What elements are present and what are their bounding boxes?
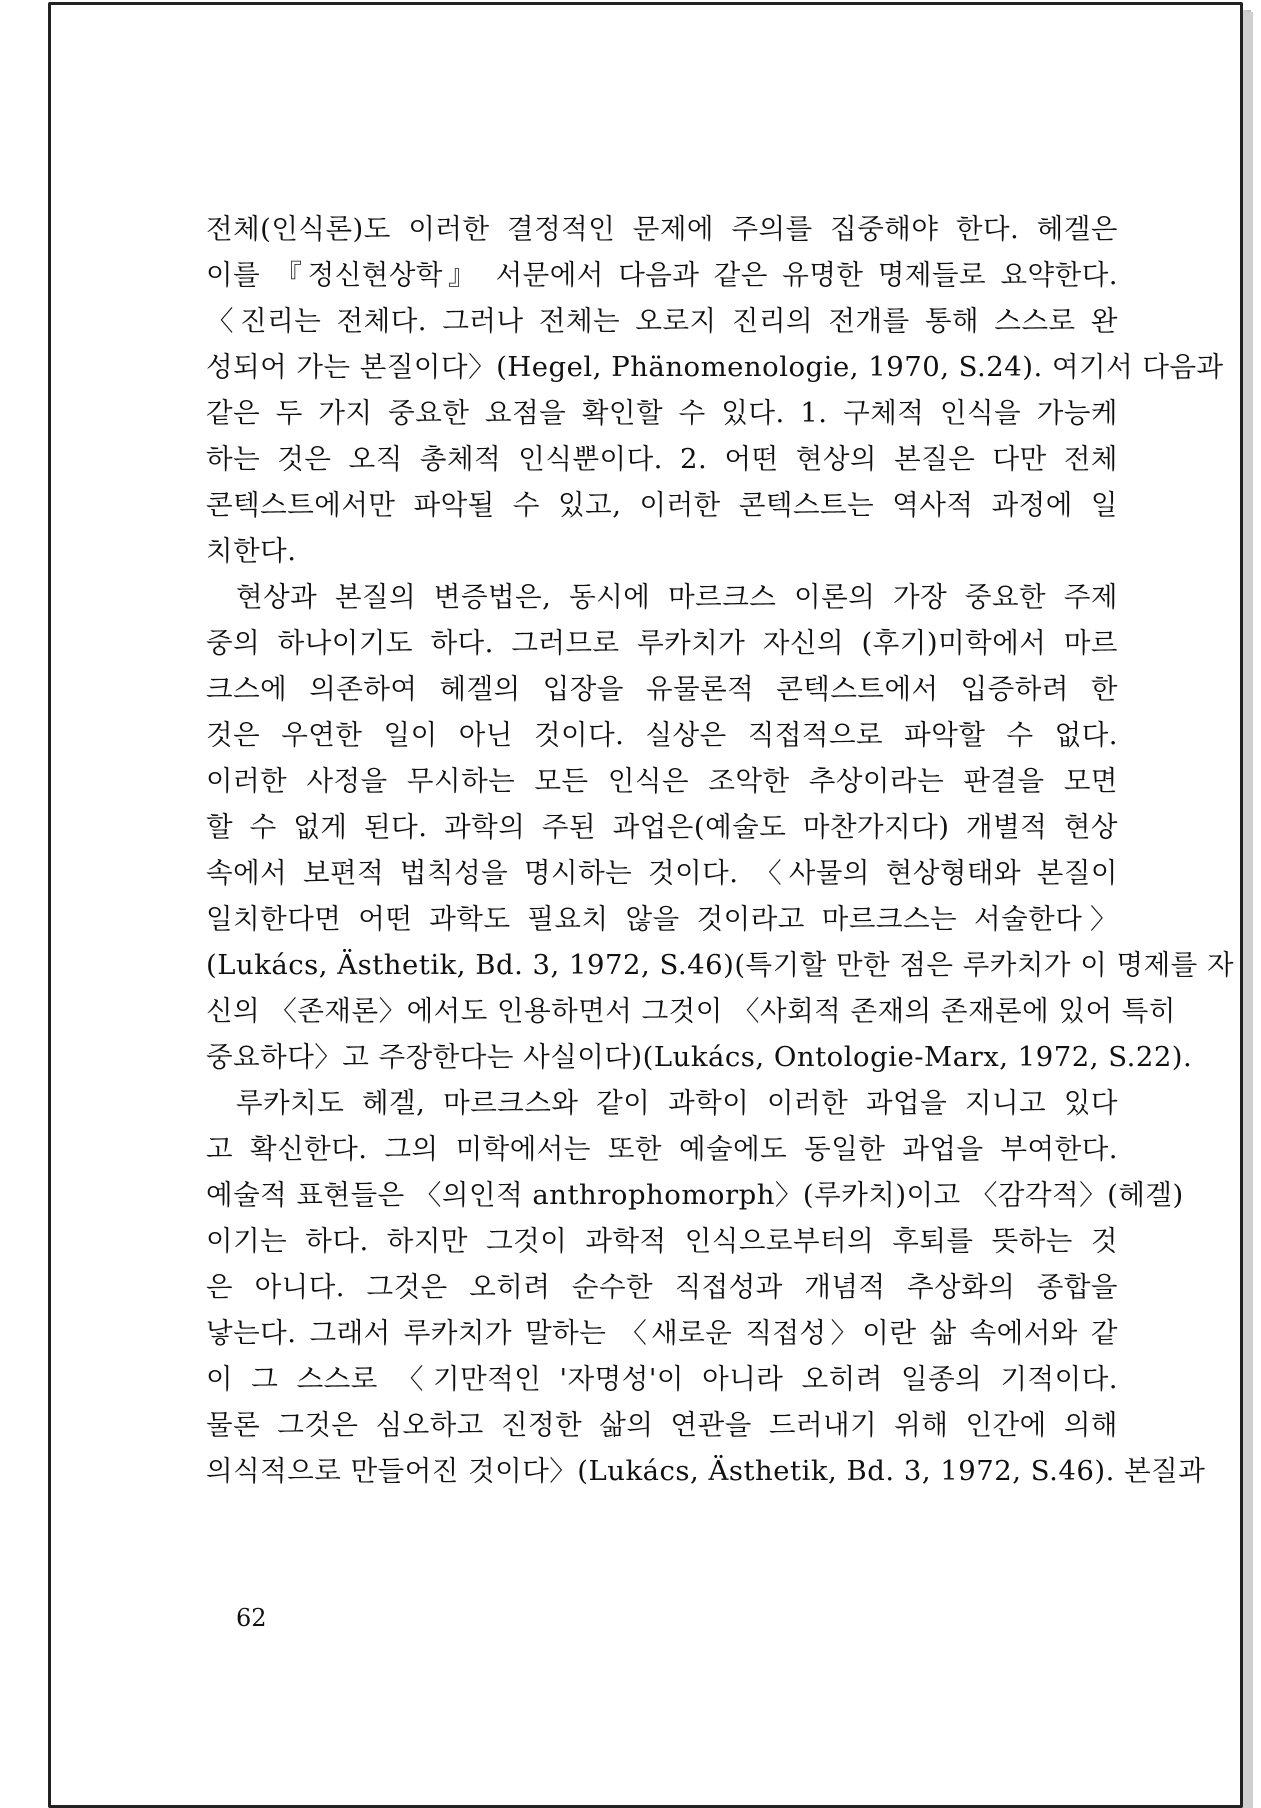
- text-line: 성되어 가는 본질이다〉(Hegel, Phänomenologie, 1970, S.24). 여기서 다음과: [206, 351, 1224, 383]
- page-number: 62: [236, 1604, 267, 1632]
- text-line: 콘텍스트에서만 파악될 수 있고, 이러한 콘텍스트는 역사적 과정에 일: [206, 489, 1118, 521]
- text-line: 같은 두 가지 중요한 요점을 확인할 수 있다. 1. 구체적 인식을 가능케: [206, 397, 1118, 429]
- paragraph-3: [206, 1080, 1206, 1494]
- text-line: 할 수 없게 된다. 과학의 주된 과업은(예술도 마찬가지다) 개별적 현상: [206, 811, 1118, 843]
- text-line: 중요하다〉고 주장한다는 사실이다)(Lukács, Ontologie-Marx, 1972, S.22).: [206, 1041, 1193, 1073]
- text-line: 루카치도 헤겔, 마르크스와 같이 과학이 이러한 과업을 지니고 있다: [236, 1087, 1118, 1119]
- text-line: 하는 것은 오직 총체적 인식뿐이다. 2. 어떤 현상의 본질은 다만 전체: [206, 443, 1118, 475]
- text-line: 고 확신한다. 그의 미학에서는 또한 예술에도 동일한 과업을 부여한다.: [206, 1133, 1118, 1165]
- text-line: 의식적으로 만들어진 것이다〉(Lukács, Ästhetik, Bd. 3, 1972, S.46). 본질과: [206, 1455, 1206, 1487]
- text-line: (Lukács, Ästhetik, Bd. 3, 1972, S.46)(특기할 만한 점은 루카치가 이 명제를 자: [206, 949, 1235, 981]
- text-line: 일치한다면 어떤 과학도 필요치 않을 것이라고 마르크스는 서술한다〉: [206, 903, 1118, 935]
- text-line: 크스에 의존하여 헤겔의 입장을 유물론적 콘텍스트에서 입증하려 한: [206, 673, 1118, 705]
- text-line: 예술적 표현들은 〈의인적 anthrophomorph〉(루카치)이고 〈감각적〉(헤겔): [206, 1179, 1184, 1211]
- text-line: 중의 하나이기도 하다. 그러므로 루카치가 자신의 (후기)미학에서 마르: [206, 627, 1118, 659]
- text-line: 낳는다. 그래서 루카치가 말하는 〈새로운 직접성〉이란 삶 속에서와 같: [206, 1317, 1118, 1349]
- paragraph-1: [206, 206, 1224, 574]
- text-line: 은 아니다. 그것은 오히려 순수한 직접성과 개념적 추상화의 종합을: [206, 1271, 1118, 1303]
- text-line: 신의 〈존재론〉에서도 인용하면서 그것이 〈사회적 존재의 존재론에 있어 특히: [206, 995, 1176, 1027]
- text-line: 것은 우연한 일이 아닌 것이다. 실상은 직접적으로 파악할 수 없다.: [206, 719, 1119, 751]
- text-line: 물론 그것은 심오하고 진정한 삶의 연관을 드러내기 위해 인간에 의해: [206, 1409, 1118, 1441]
- text-line: 이를 『정신현상학』 서문에서 다음과 같은 유명한 명제들로 요약한다.: [206, 259, 1118, 291]
- text-line: 치한다.: [206, 535, 297, 567]
- text-line: 현상과 본질의 변증법은, 동시에 마르크스 이론의 가장 중요한 주제: [236, 581, 1118, 613]
- body-text: [206, 206, 1235, 1494]
- text-line: 속에서 보편적 법칙성을 명시하는 것이다. 〈사물의 현상형태와 본질이: [206, 857, 1118, 889]
- text-line: 〈진리는 전체다. 그러나 전체는 오로지 진리의 전개를 통해 스스로 완: [206, 305, 1118, 337]
- text-line: 이 그 스스로 〈기만적인 '자명성'이 아니라 오히려 일종의 기적이다.: [206, 1363, 1118, 1395]
- text-line: 이러한 사정을 무시하는 모든 인식은 조악한 추상이라는 판결을 모면: [206, 765, 1118, 797]
- paragraph-2: [206, 574, 1235, 1080]
- text-line: 이기는 하다. 하지만 그것이 과학적 인식으로부터의 후퇴를 뜻하는 것: [206, 1225, 1118, 1257]
- text-line: 전체(인식론)도 이러한 결정적인 문제에 주의를 집중해야 한다. 헤겔은: [206, 213, 1118, 245]
